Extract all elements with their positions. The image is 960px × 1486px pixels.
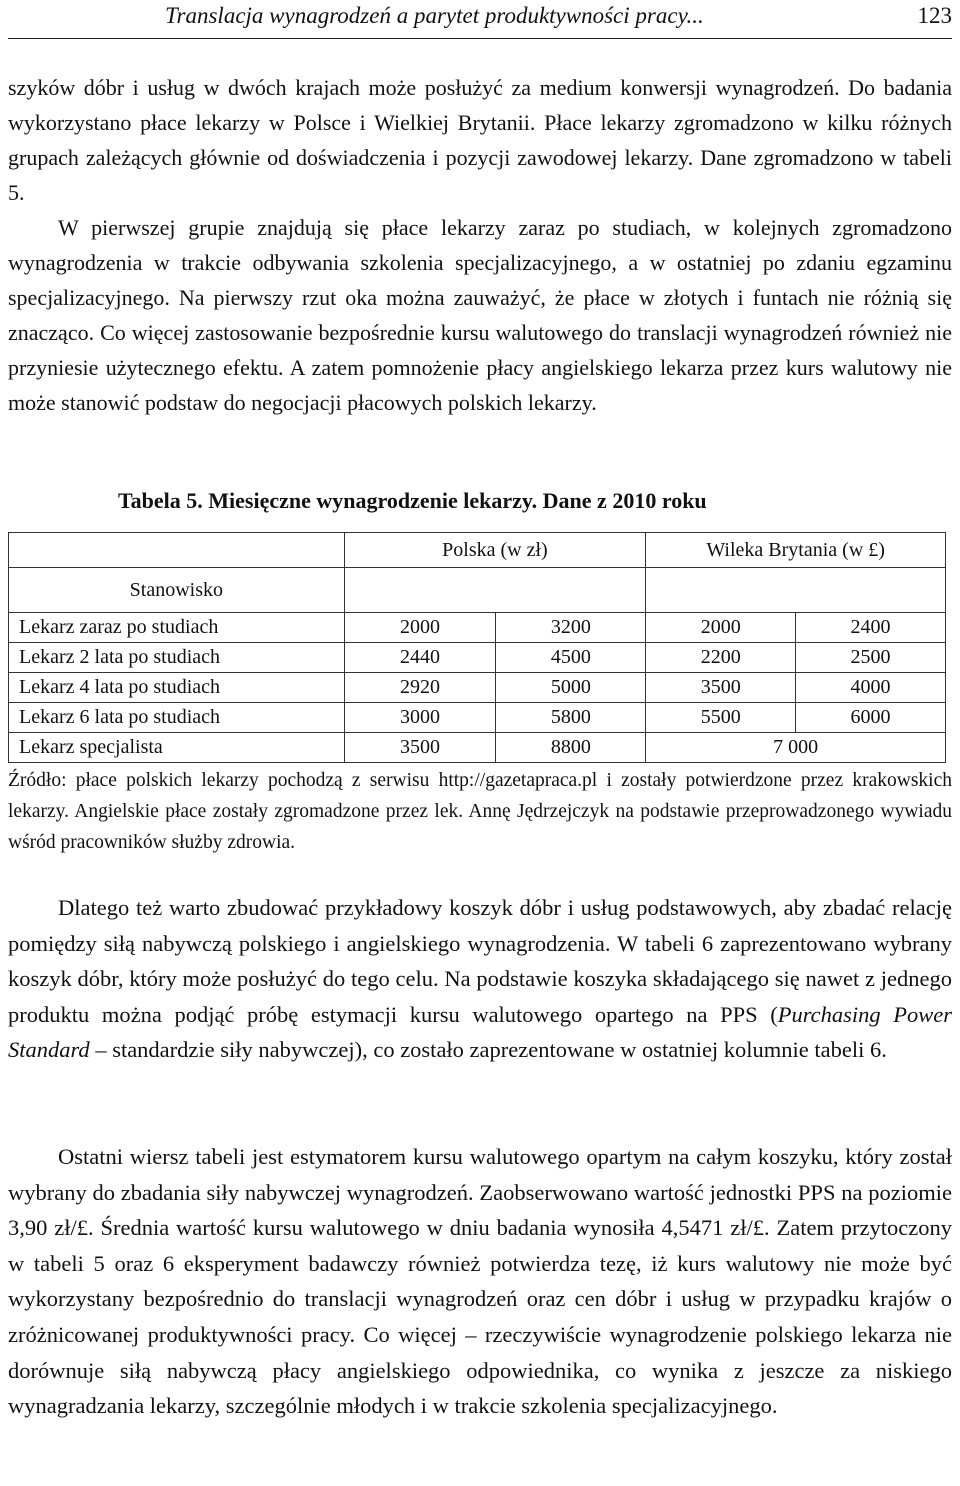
paragraph-3 bbox=[8, 890, 952, 1068]
paragraph-3-text-a: Dlatego też warto zbudować przykładowy koszyk dóbr i usług podstawowych, aby zbadać relację pomiędzy siłą nabywczą polskiego i angielskiego wynagrodzenia. W tabeli 6 zaprezentowano wybrany koszyk dóbr, który może posłużyć do tego celu. Na podstawie koszyka składającego się nawet z jednego produktu można podjąć próbę estymacji kursu walutowego opartego na PPS ( bbox=[8, 895, 952, 1027]
row-label: Lekarz specjalista bbox=[9, 733, 345, 763]
table-source-note: Źródło: płace polskich lekarzy pochodzą z serwisu http://gazetapraca.pl i zostały potwierdzone przez krakowskich lekarzy. Angielskie płace zostały zgromadzone przez lek. Annę Jędrzejczyk na podstawie przeprowadzonego wywiadu wśród pracowników służby zdrowia. bbox=[8, 770, 952, 853]
table-row bbox=[9, 613, 946, 643]
cell-value: 4500 bbox=[496, 643, 646, 673]
row-label: Lekarz 4 lata po studiach bbox=[9, 673, 345, 703]
page-number: 123 bbox=[917, 3, 952, 28]
table-row bbox=[9, 673, 946, 703]
table-row bbox=[9, 733, 946, 763]
cell-value: 3500 bbox=[646, 673, 796, 703]
table-subheader-row bbox=[9, 568, 946, 613]
cell-value: 5500 bbox=[646, 703, 796, 733]
subheader-empty-uk bbox=[646, 568, 946, 613]
cell-value: 8800 bbox=[496, 733, 646, 763]
cell-value: 5000 bbox=[496, 673, 646, 703]
paragraph-3-italic-term: Purchasing Power Standard bbox=[8, 1001, 952, 1063]
table-row bbox=[9, 703, 946, 733]
subheader-empty-poland bbox=[344, 568, 646, 613]
header-empty-cell bbox=[9, 533, 345, 568]
table-row bbox=[9, 643, 946, 673]
cell-value: 5800 bbox=[496, 703, 646, 733]
table-caption: Tabela 5. Miesięczne wynagrodzenie lekarzy. Dane z 2010 roku bbox=[118, 488, 707, 513]
row-label: Lekarz zaraz po studiach bbox=[9, 613, 345, 643]
cell-value: 3000 bbox=[344, 703, 496, 733]
cell-value: 2200 bbox=[646, 643, 796, 673]
cell-value-merged: 7 000 bbox=[646, 733, 946, 763]
cell-value: 2500 bbox=[796, 643, 946, 673]
cell-value: 2000 bbox=[646, 613, 796, 643]
row-label: Lekarz 2 lata po studiach bbox=[9, 643, 345, 673]
cell-value: 2400 bbox=[796, 613, 946, 643]
page-header bbox=[8, 0, 952, 39]
header-position: Stanowisko bbox=[9, 568, 345, 613]
salary-table bbox=[8, 532, 946, 763]
cell-value: 3200 bbox=[496, 613, 646, 643]
running-title: Translacja wynagrodzeń a parytet produktywności pracy... bbox=[165, 3, 704, 28]
cell-value: 2920 bbox=[344, 673, 496, 703]
header-uk: Wileka Brytania (w £) bbox=[646, 533, 946, 568]
paragraph-1: szyków dóbr i usług w dwóch krajach może posłużyć za medium konwersji wynagrodzeń. Do badania wykorzystano płace lekarzy w Polsce i Wielkiej Brytanii. Płace lekarzy zgromadzono w kilku różnych grupach zależących głównie od doświadczenia i pozycji zawodowej lekarzy. Dane zgromadzono w tabeli 5. bbox=[8, 75, 952, 205]
paragraph-3-text-b: – standardzie siły nabywczej), co zostało zaprezentowane w ostatniej kolumnie tabeli 6. bbox=[89, 1037, 887, 1063]
row-label: Lekarz 6 lata po studiach bbox=[9, 703, 345, 733]
cell-value: 3500 bbox=[344, 733, 496, 763]
cell-value: 4000 bbox=[796, 673, 946, 703]
paragraph-4: Ostatni wiersz tabeli jest estymatorem kursu walutowego opartym na całym koszyku, który został wybrany do zbadania siły nabywczej wynagrodzeń. Zaobserwowano wartość jednostki PPS na poziomie 3,90 zł/£. Średnia wartość kursu walutowego w dniu badania wynosiła 4,5471 zł/£. Zatem przytoczony w tabeli 5 oraz 6 eksperyment badawczy również potwierdza tezę, iż kurs walutowy nie może być wykorzystany bezpośrednio do translacji wynagrodzeń oraz cen dóbr i usług w przypadku krajów o zróżnicowanej produktywności pracy. Co więcej – rzeczywiście wynagrodzenie polskiego lekarza nie dorównuje siłą nabywczą płacy angielskiego odpowiednika, co wynika z jeszcze za niskiego wynagradzania lekarzy, szczególnie młodych i w trakcie szkolenia specjalizacyjnego. bbox=[8, 1144, 952, 1419]
header-poland: Polska (w zł) bbox=[344, 533, 646, 568]
cell-value: 2000 bbox=[344, 613, 496, 643]
cell-value: 2440 bbox=[344, 643, 496, 673]
paragraph-2: W pierwszej grupie znajdują się płace lekarzy zaraz po studiach, w kolejnych zgromadzono wynagrodzenia w trakcie odbywania szkolenia specjalizacyjnego, a w ostatniej po zdaniu egzaminu specjalizacyjnego. Na pierwszy rzut oka można zauważyć, że płace w złotych i funtach nie różnią się znacząco. Co więcej zastosowanie bezpośrednie kursu walutowego do translacji wynagrodzeń również nie przyniesie użytecznego efektu. A zatem pomnożenie płacy angielskiego lekarza przez kurs walutowy nie może stanowić podstaw do negocjacji płacowych polskich lekarzy. bbox=[8, 215, 952, 415]
cell-value: 6000 bbox=[796, 703, 946, 733]
table-header-row bbox=[9, 533, 946, 568]
